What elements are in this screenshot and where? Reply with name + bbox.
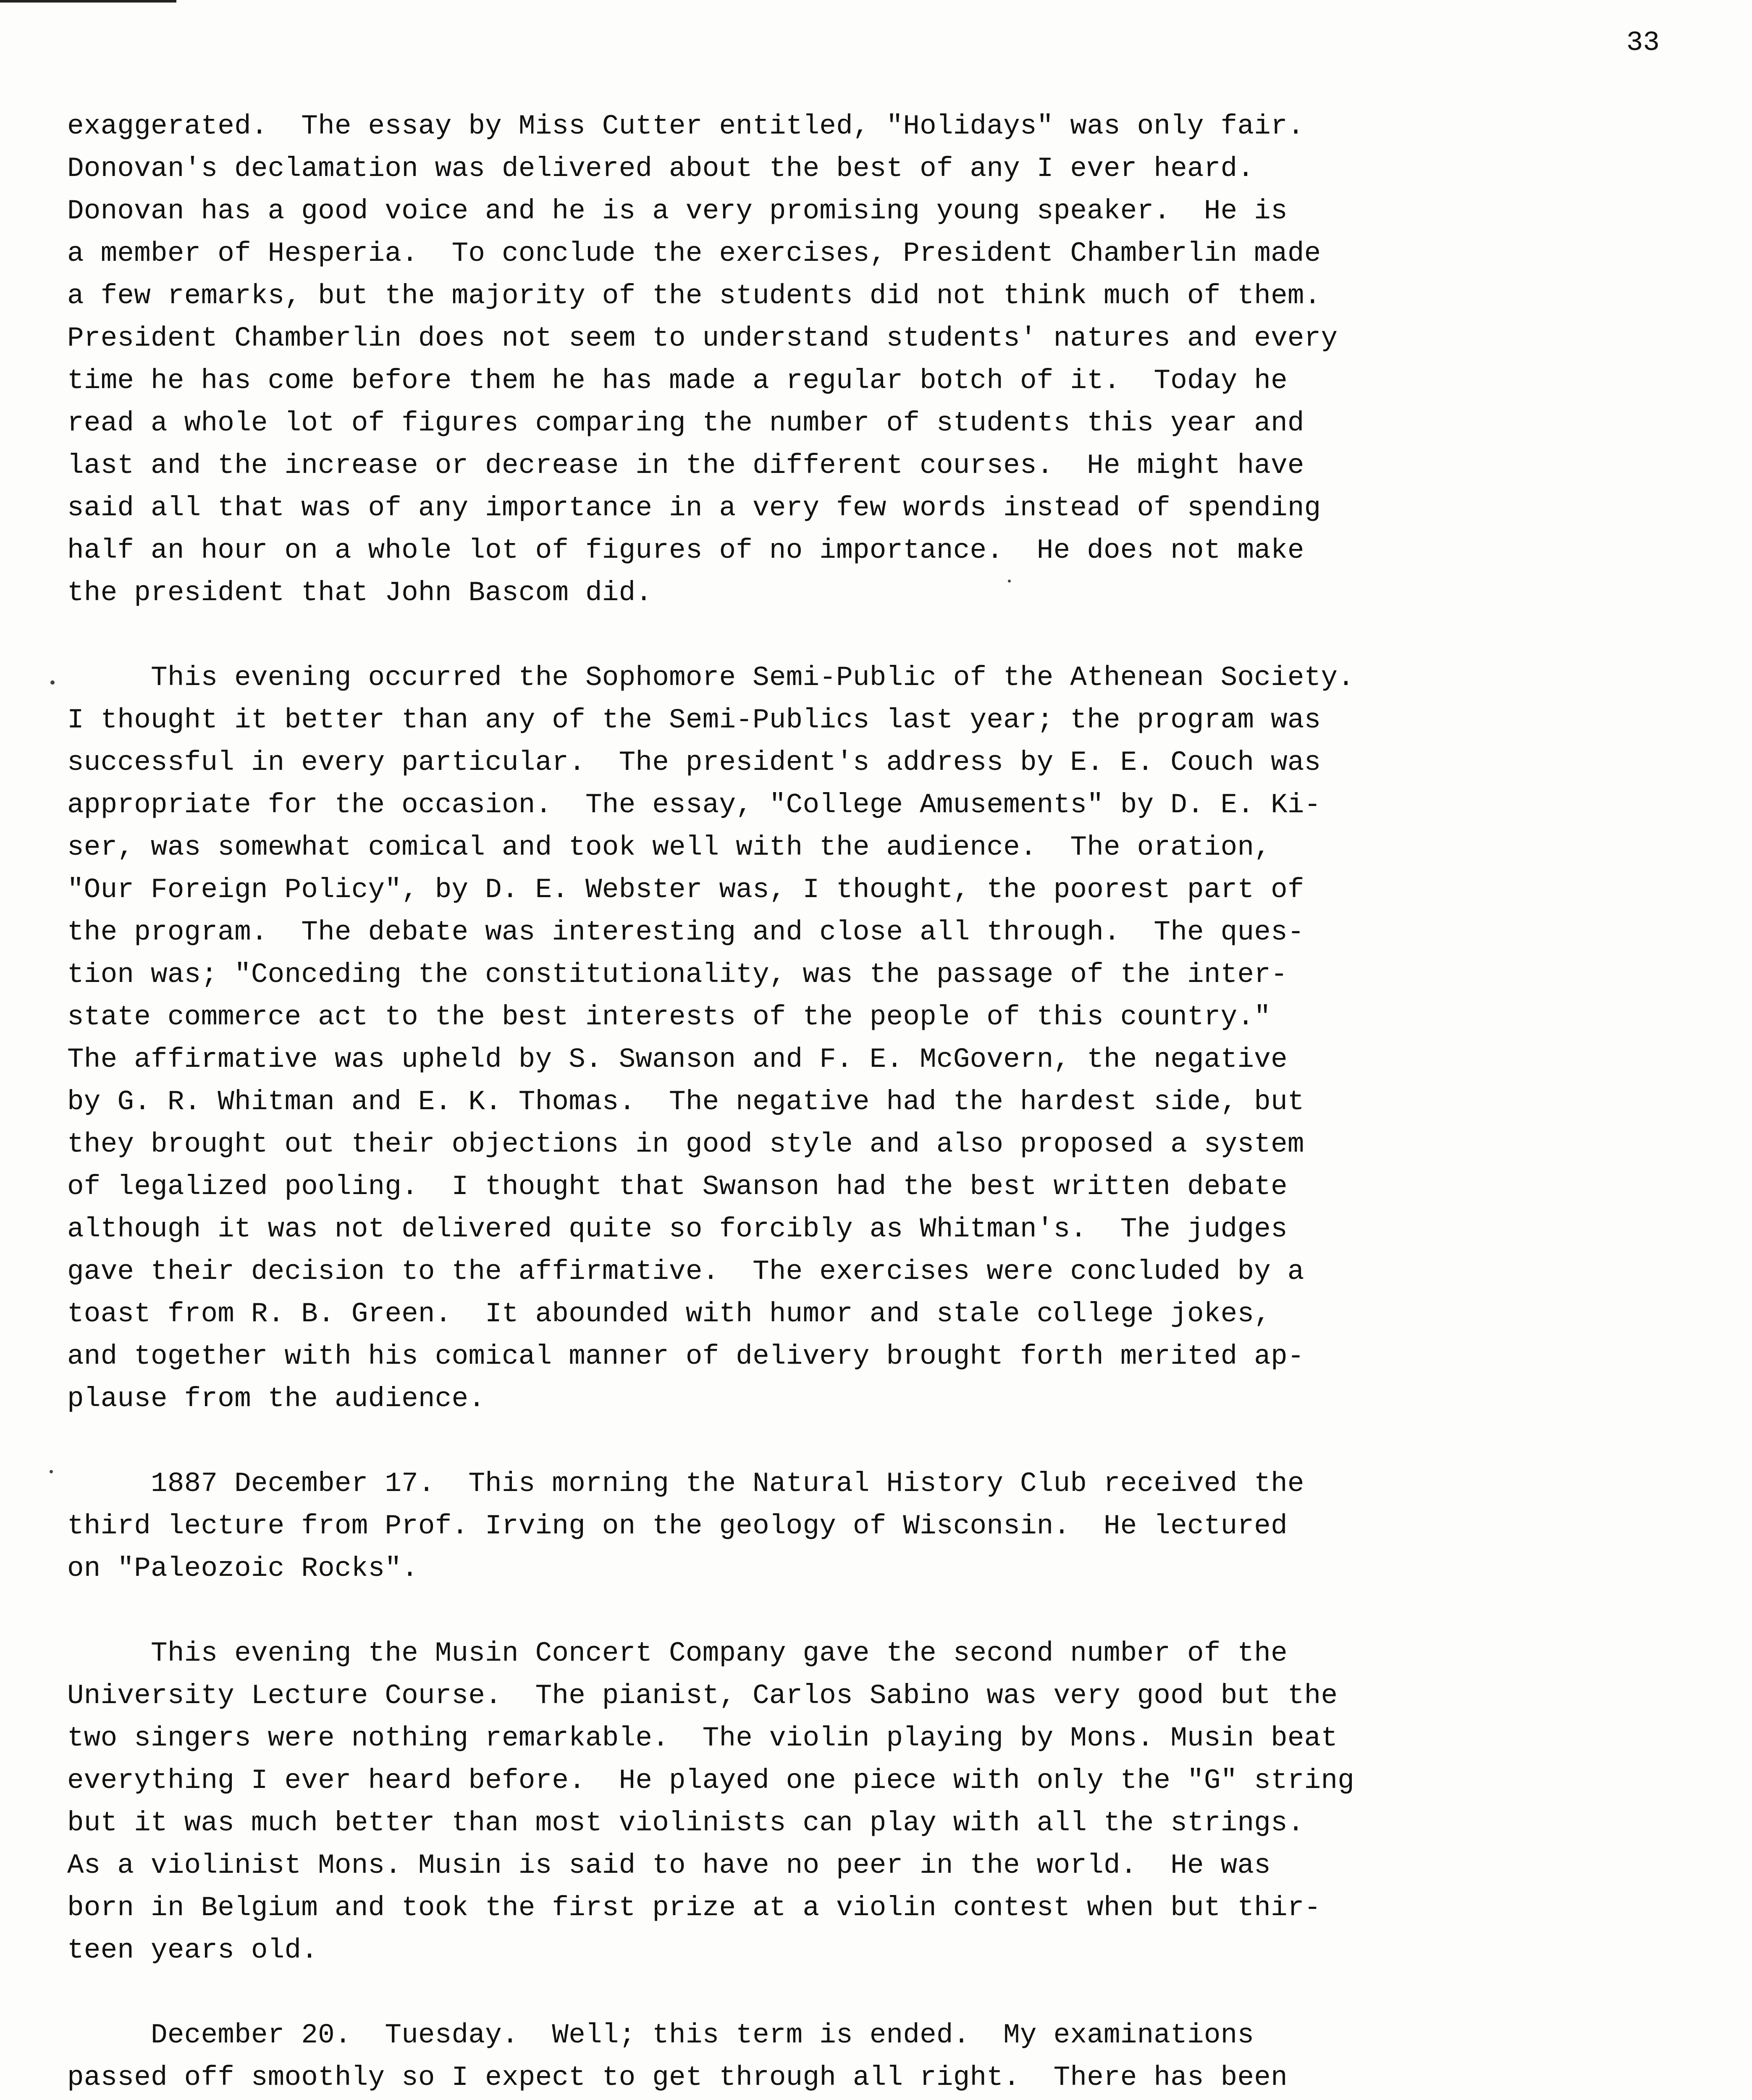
text-line: born in Belgium and took the first prize at a violin contest when but thir- [67, 1892, 1321, 1924]
text-line: on "Paleozoic Rocks". [67, 1553, 418, 1584]
text-line: exaggerated. The essay by Miss Cutter entitled, "Holidays" was only fair. [67, 110, 1304, 142]
text-line: everything I ever heard before. He played one piece with only the "G" string [67, 1765, 1355, 1796]
text-line: appropriate for the occasion. The essay, "College Amusements" by D. E. Ki- [67, 789, 1321, 821]
text-line: plause from the audience. [67, 1383, 485, 1415]
page-number: 33 [1626, 27, 1660, 58]
text-line: The affirmative was upheld by S. Swanson and F. E. McGovern, the negative [67, 1044, 1288, 1075]
text-line: ser, was somewhat comical and took well with the audience. The oration, [67, 832, 1271, 863]
paragraph [67, 2014, 1697, 2100]
text-line: a few remarks, but the majority of the students did not think much of them. [67, 280, 1321, 312]
text-line: by G. R. Whitman and E. K. Thomas. The negative had the hardest side, but [67, 1086, 1304, 1118]
text-line: toast from R. B. Green. It abounded with humor and stale college jokes, [67, 1298, 1271, 1330]
text-line: a member of Hesperia. To conclude the exercises, President Chamberlin made [67, 238, 1321, 269]
text-line: gave their decision to the affirmative. The exercises were concluded by a [67, 1256, 1304, 1287]
paragraph [67, 1632, 1697, 1971]
text-line: although it was not delivered quite so forcibly as Whitman's. The judges [67, 1213, 1288, 1245]
text-line: said all that was of any importance in a very few words instead of spending [67, 492, 1321, 524]
text-line: teen years old. [67, 1935, 318, 1966]
paragraph [67, 656, 1697, 1420]
text-line: 1887 December 17. This morning the Natural History Club received the [67, 1468, 1304, 1499]
text-line: Donovan has a good voice and he is a very promising young speaker. He is [67, 195, 1288, 227]
document-body [67, 105, 1697, 2100]
paper-speck [50, 1470, 53, 1473]
top-edge-rule [0, 0, 176, 3]
text-line: December 20. Tuesday. Well; this term is ended. My examinations [67, 2019, 1254, 2051]
text-line: and together with his comical manner of delivery brought forth merited ap- [67, 1341, 1304, 1372]
text-line: the president that John Bascom did. [67, 577, 653, 609]
text-line: last and the increase or decrease in the different courses. He might have [67, 450, 1304, 481]
text-line: successful in every particular. The president's address by E. E. Couch was [67, 747, 1321, 778]
text-line: the program. The debate was interesting and close all through. The ques- [67, 916, 1304, 948]
text-line: tion was; "Conceding the constitutionality, was the passage of the inter- [67, 959, 1288, 990]
text-line: I thought it better than any of the Semi-Publics last year; the program was [67, 704, 1321, 736]
text-line: This evening occurred the Sophomore Semi-Public of the Athenean Society. [67, 662, 1355, 693]
text-line: As a violinist Mons. Musin is said to have no peer in the world. He was [67, 1850, 1271, 1881]
text-line: "Our Foreign Policy", by D. E. Webster was, I thought, the poorest part of [67, 874, 1304, 906]
text-line: half an hour on a whole lot of figures of no importance. He does not make [67, 535, 1304, 566]
paragraph [67, 105, 1697, 614]
text-line: they brought out their objections in good style and also proposed a system [67, 1129, 1304, 1160]
paragraph [67, 1462, 1697, 1590]
text-line: but it was much better than most violinists can play with all the strings. [67, 1807, 1304, 1839]
text-line: time he has come before them he has made a regular botch of it. Today he [67, 365, 1288, 396]
text-line: President Chamberlin does not seem to understand students' natures and every [67, 323, 1338, 354]
text-line: state commerce act to the best interests of the people of this country." [67, 1001, 1271, 1033]
text-line: This evening the Musin Concert Company gave the second number of the [67, 1638, 1288, 1669]
text-line: third lecture from Prof. Irving on the geology of Wisconsin. He lectured [67, 1510, 1288, 1542]
text-line: Donovan's declamation was delivered about the best of any I ever heard. [67, 153, 1254, 184]
text-line: of legalized pooling. I thought that Swanson had the best written debate [67, 1171, 1288, 1202]
text-line: passed off smoothly so I expect to get through all right. There has been [67, 2062, 1288, 2093]
text-line: two singers were nothing remarkable. The violin playing by Mons. Musin beat [67, 1722, 1338, 1754]
paper-speck [50, 680, 55, 685]
text-line: read a whole lot of figures comparing the number of students this year and [67, 407, 1304, 439]
text-line: University Lecture Course. The pianist, Carlos Sabino was very good but the [67, 1680, 1338, 1712]
